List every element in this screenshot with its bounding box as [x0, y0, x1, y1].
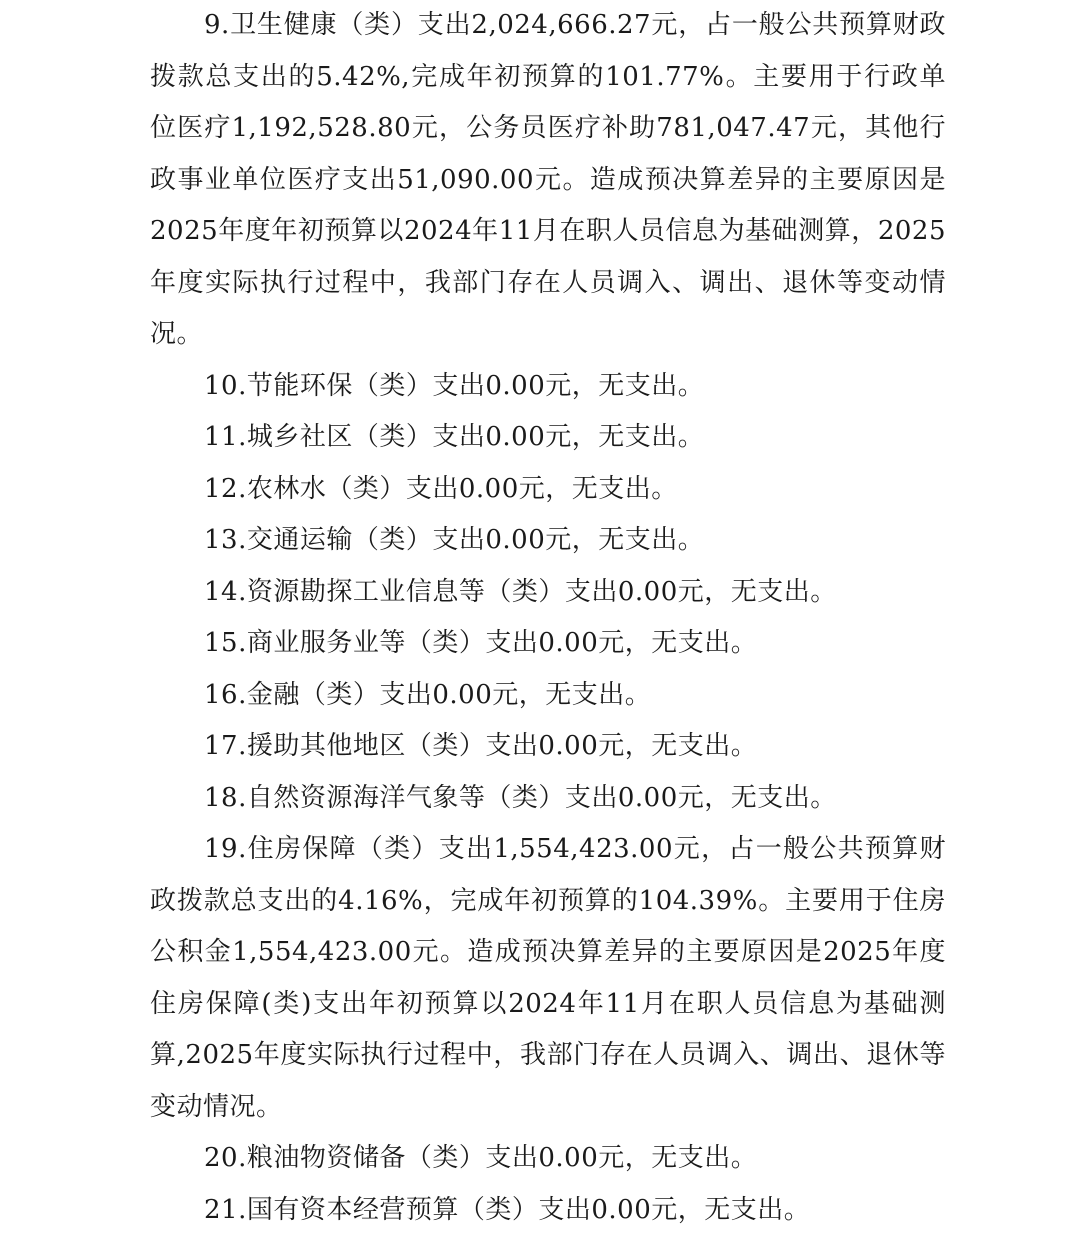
paragraph-urban-rural-community: 11.城乡社区（类）支出0.00元，无支出。: [150, 412, 946, 464]
paragraph-finance: 16.金融（类）支出0.00元，无支出。: [150, 670, 946, 722]
paragraph-resource-exploration: 14.资源勘探工业信息等（类）支出0.00元，无支出。: [150, 567, 946, 619]
paragraph-agriculture-forestry-water: 12.农林水（类）支出0.00元，无支出。: [150, 464, 946, 516]
paragraph-state-capital-budget: 21.国有资本经营预算（类）支出0.00元，无支出。: [150, 1185, 946, 1236]
paragraph-housing-security: 19.住房保障（类）支出1,554,423.00元，占一般公共预算财政拨款总支出的4.16%，完成年初预算的104.39%。主要用于住房公积金1,554,423.00元。造成预决算差异的主要原因是2025年度住房保障(类)支出年初预算以2024年11月在职人员信息为基础测算,2025年度实际执行过程中，我部门存在人员调入、调出、退休等变动情况。: [150, 824, 946, 1133]
paragraph-commercial-services: 15.商业服务业等（类）支出0.00元，无支出。: [150, 618, 946, 670]
body-text: [150, 0, 946, 1236]
paragraph-energy-environment: 10.节能环保（类）支出0.00元，无支出。: [150, 361, 946, 413]
paragraph-grain-oil-reserves: 20.粮油物资储备（类）支出0.00元，无支出。: [150, 1133, 946, 1185]
paragraph-health-expenditure: 9.卫生健康（类）支出2,024,666.27元，占一般公共预算财政拨款总支出的5.42%,完成年初预算的101.77%。主要用于行政单位医疗1,192,528.80元，公务员医疗补助781,047.47元，其他行政事业单位医疗支出51,090.00元。造成预决算差异的主要原因是2025年度年初预算以2024年11月在职人员信息为基础测算，2025年度实际执行过程中，我部门存在人员调入、调出、退休等变动情况。: [150, 0, 946, 361]
paragraph-natural-resources: 18.自然资源海洋气象等（类）支出0.00元，无支出。: [150, 773, 946, 825]
paragraph-aid-other-regions: 17.援助其他地区（类）支出0.00元，无支出。: [150, 721, 946, 773]
paragraph-transportation: 13.交通运输（类）支出0.00元，无支出。: [150, 515, 946, 567]
